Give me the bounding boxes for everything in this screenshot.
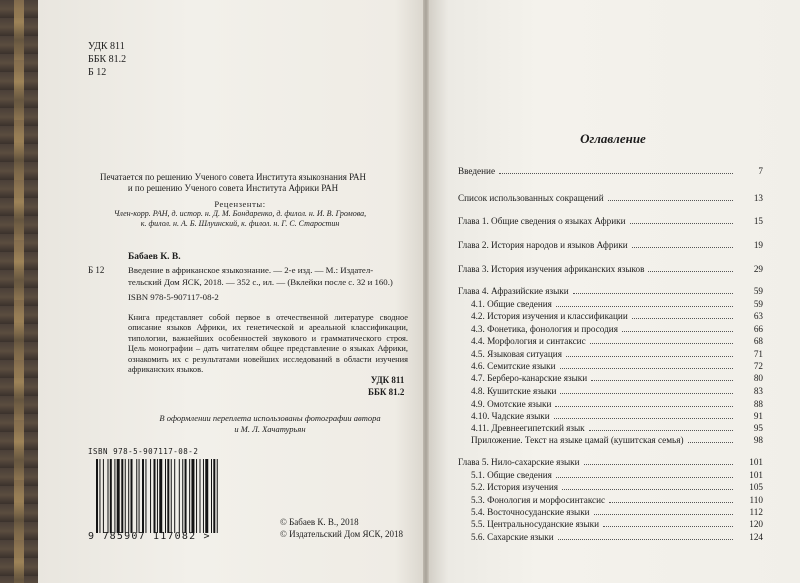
toc-entry-page: 124 bbox=[749, 532, 763, 542]
toc-entry bbox=[0, 263, 800, 275]
toc-entry bbox=[0, 192, 800, 204]
publishing-decision-line: и по решению Ученого совета Института Африки РАН bbox=[127, 183, 339, 193]
toc-leader-dots bbox=[499, 165, 733, 174]
toc-entry bbox=[0, 323, 800, 335]
toc-entry-page: 59 bbox=[753, 286, 763, 296]
toc-entry-label: 5.3. Фонология и морфосинтаксис bbox=[471, 495, 606, 505]
bibliographic-code: Б 12 bbox=[88, 265, 105, 275]
author-heading: Бабаев К. В. bbox=[128, 252, 181, 262]
toc-entry-label: Глава 1. Общие сведения о языках Африки bbox=[458, 216, 626, 226]
toc-entry-page: 7 bbox=[758, 166, 763, 176]
toc-entry bbox=[0, 360, 800, 372]
toc-entry-label: 5.4. Восточносуданские языки bbox=[471, 507, 590, 517]
toc-leader-dots bbox=[589, 422, 733, 431]
toc-leader-dots bbox=[648, 263, 733, 272]
toc-entry-page: 110 bbox=[749, 495, 763, 505]
barcode-number: 9 785907 117082 > bbox=[88, 531, 211, 542]
toc-entry-page: 88 bbox=[753, 399, 763, 409]
toc-entry-label: Глава 4. Афразийские языки bbox=[458, 286, 569, 296]
toc-entry-label: Глава 3. История изучения африканских языков bbox=[458, 264, 645, 274]
toc-entry bbox=[0, 165, 800, 177]
toc-entry bbox=[0, 348, 800, 360]
toc-entry bbox=[0, 518, 800, 530]
toc-entry-page: 120 bbox=[749, 519, 763, 529]
toc-entry bbox=[0, 298, 800, 310]
toc-entry-label: 4.4. Морфология и синтаксис bbox=[471, 336, 586, 346]
author-mark-code: Б 12 bbox=[88, 67, 107, 78]
isbn-line: ISBN 978-5-907117-08-2 bbox=[128, 292, 219, 302]
toc-entry-label: 5.1. Общие сведения bbox=[471, 470, 552, 480]
cover-photo-note-line: и М. Л. Хачатурьян bbox=[234, 424, 306, 434]
reviewer-line: к. филол. н. А. Б. Шлуинский, к. филол. н. Г. С. Старостин bbox=[140, 219, 340, 228]
toc-entry-page: 98 bbox=[753, 435, 763, 445]
toc-entry-label: 4.7. Берберо-канарские языки bbox=[471, 373, 588, 383]
toc-leader-dots bbox=[562, 481, 733, 490]
reviewers-title: Рецензенты: bbox=[214, 199, 266, 209]
toc-entry bbox=[0, 335, 800, 347]
toc-leader-dots bbox=[566, 348, 733, 357]
publishing-decision-line: Печатается по решению Ученого совета Института языкознания РАН bbox=[99, 172, 367, 182]
toc-entry-label: Список использованных сокращений bbox=[458, 193, 604, 203]
udk-code: УДК 811 bbox=[88, 41, 125, 52]
toc-entry-label: 4.10. Чадские языки bbox=[471, 411, 550, 421]
toc-leader-dots bbox=[560, 360, 733, 369]
toc-entry bbox=[0, 422, 800, 434]
toc-entry-page: 101 bbox=[749, 470, 763, 480]
toc-entry-label: 4.5. Языковая ситуация bbox=[471, 349, 562, 359]
toc-entry-page: 105 bbox=[749, 482, 763, 492]
toc-leader-dots bbox=[688, 434, 733, 443]
barcode-isbn-text: ISBN 978-5-907117-08-2 bbox=[88, 447, 199, 456]
udk-code: УДК 811 bbox=[370, 375, 405, 385]
toc-entry-label: 4.2. История изучения и классификации bbox=[471, 311, 628, 321]
toc-entry-label: 5.6. Сахарские языки bbox=[471, 532, 554, 542]
toc-leader-dots bbox=[554, 410, 733, 419]
toc-entry bbox=[0, 456, 800, 468]
toc-entry bbox=[0, 310, 800, 322]
toc-entry bbox=[0, 372, 800, 384]
toc-entry-label: 5.2. История изучения bbox=[471, 482, 559, 492]
toc-entry-page: 101 bbox=[749, 457, 763, 467]
toc-entry-label: 5.5. Центральносуданские языки bbox=[471, 519, 599, 529]
toc-entry bbox=[0, 481, 800, 493]
toc-entry-label: Приложение. Текст на языке цамай (кушитская семья) bbox=[471, 435, 684, 445]
toc-entry-page: 29 bbox=[753, 264, 763, 274]
toc-leader-dots bbox=[556, 469, 733, 478]
toc-entry-page: 71 bbox=[753, 349, 763, 359]
toc-entry-page: 13 bbox=[753, 193, 763, 203]
toc-entry-label: 4.9. Омотские языки bbox=[471, 399, 552, 409]
toc-leader-dots bbox=[556, 298, 733, 307]
toc-title: Оглавление bbox=[580, 131, 646, 146]
toc-entry-page: 59 bbox=[753, 299, 763, 309]
toc-leader-dots bbox=[558, 531, 733, 540]
toc-entry bbox=[0, 239, 800, 251]
toc-entry bbox=[0, 410, 800, 422]
toc-entry-label: 4.8. Кушитские языки bbox=[471, 386, 557, 396]
reviewer-line: Член-корр. РАН, д. истор. н. Д. М. Бондаренко, д. филол. н. И. В. Громова, bbox=[113, 209, 367, 218]
toc-entry-label: Глава 2. История народов и языков Африки bbox=[458, 240, 628, 250]
toc-entry-label: 4.6. Семитские языки bbox=[471, 361, 556, 371]
toc-leader-dots bbox=[594, 506, 733, 515]
toc-leader-dots bbox=[603, 518, 733, 527]
toc-entry-label: Введение bbox=[458, 166, 496, 176]
toc-leader-dots bbox=[630, 215, 733, 224]
toc-entry-page: 15 bbox=[753, 216, 763, 226]
bbk-code: ББК 81.2 bbox=[88, 54, 127, 65]
toc-entry-label: 4.1. Общие сведения bbox=[471, 299, 552, 309]
toc-leader-dots bbox=[632, 310, 733, 319]
toc-entry bbox=[0, 469, 800, 481]
toc-entry-page: 83 bbox=[753, 386, 763, 396]
toc-entry-page: 80 bbox=[753, 373, 763, 383]
toc-entry bbox=[0, 398, 800, 410]
toc-entry bbox=[0, 506, 800, 518]
toc-leader-dots bbox=[632, 239, 733, 248]
toc-leader-dots bbox=[609, 494, 733, 503]
toc-entry bbox=[0, 285, 800, 297]
bibliographic-line: Введение в африканское языкознание. — 2-е изд. — М.: Издател- bbox=[128, 265, 374, 275]
toc-entry-label: 4.11. Древнеегипетский язык bbox=[471, 423, 585, 433]
toc-entry-page: 66 bbox=[753, 324, 763, 334]
toc-entry-label: 4.3. Фонетика, фонология и просодия bbox=[471, 324, 618, 334]
toc-entry bbox=[0, 215, 800, 227]
toc-entry-page: 95 bbox=[753, 423, 763, 433]
copyright-line: © Издательский Дом ЯСК, 2018 bbox=[280, 529, 404, 539]
bibliographic-line: тельский Дом ЯСК, 2018. — 352 с., ил. — (Вклейки после с. 32 и 160.) bbox=[128, 276, 393, 287]
copyright-line: © Бабаев К. В., 2018 bbox=[280, 517, 359, 527]
toc-leader-dots bbox=[560, 385, 733, 394]
toc-leader-dots bbox=[573, 285, 733, 294]
toc-leader-dots bbox=[584, 456, 733, 465]
toc-entry bbox=[0, 385, 800, 397]
toc-leader-dots bbox=[590, 335, 733, 344]
toc-entry-page: 72 bbox=[753, 361, 763, 371]
toc-leader-dots bbox=[622, 323, 733, 332]
toc-entry bbox=[0, 531, 800, 543]
toc-entry bbox=[0, 434, 800, 446]
toc-leader-dots bbox=[555, 398, 733, 407]
toc-entry-page: 112 bbox=[749, 507, 763, 517]
toc-entry-page: 68 bbox=[753, 336, 763, 346]
toc-entry-page: 63 bbox=[753, 311, 763, 321]
book-abstract: Книга представляет собой первое в отечественной литературе сводное описание языков Африки, их генетической и ареальной классификации, типологии, важнейших особенностей звукового и грамматического строя. Цель монографии – дать читателям общее представление о языках Африки, ознакомить их с результатами новейших исследований в области изучения африканских языков. bbox=[128, 313, 408, 375]
toc-entry-page: 91 bbox=[753, 411, 763, 421]
bbk-code: ББК 81.2 bbox=[368, 387, 405, 397]
toc-leader-dots bbox=[591, 372, 733, 381]
classification-codes bbox=[88, 40, 126, 79]
toc-entry-label: Глава 5. Нило-сахарские языки bbox=[458, 457, 580, 467]
cover-photo-note-line: В оформлении переплета использованы фотографии автора bbox=[159, 413, 381, 423]
toc-entry bbox=[0, 494, 800, 506]
toc-entry-page: 19 bbox=[753, 240, 763, 250]
toc-leader-dots bbox=[608, 192, 733, 201]
